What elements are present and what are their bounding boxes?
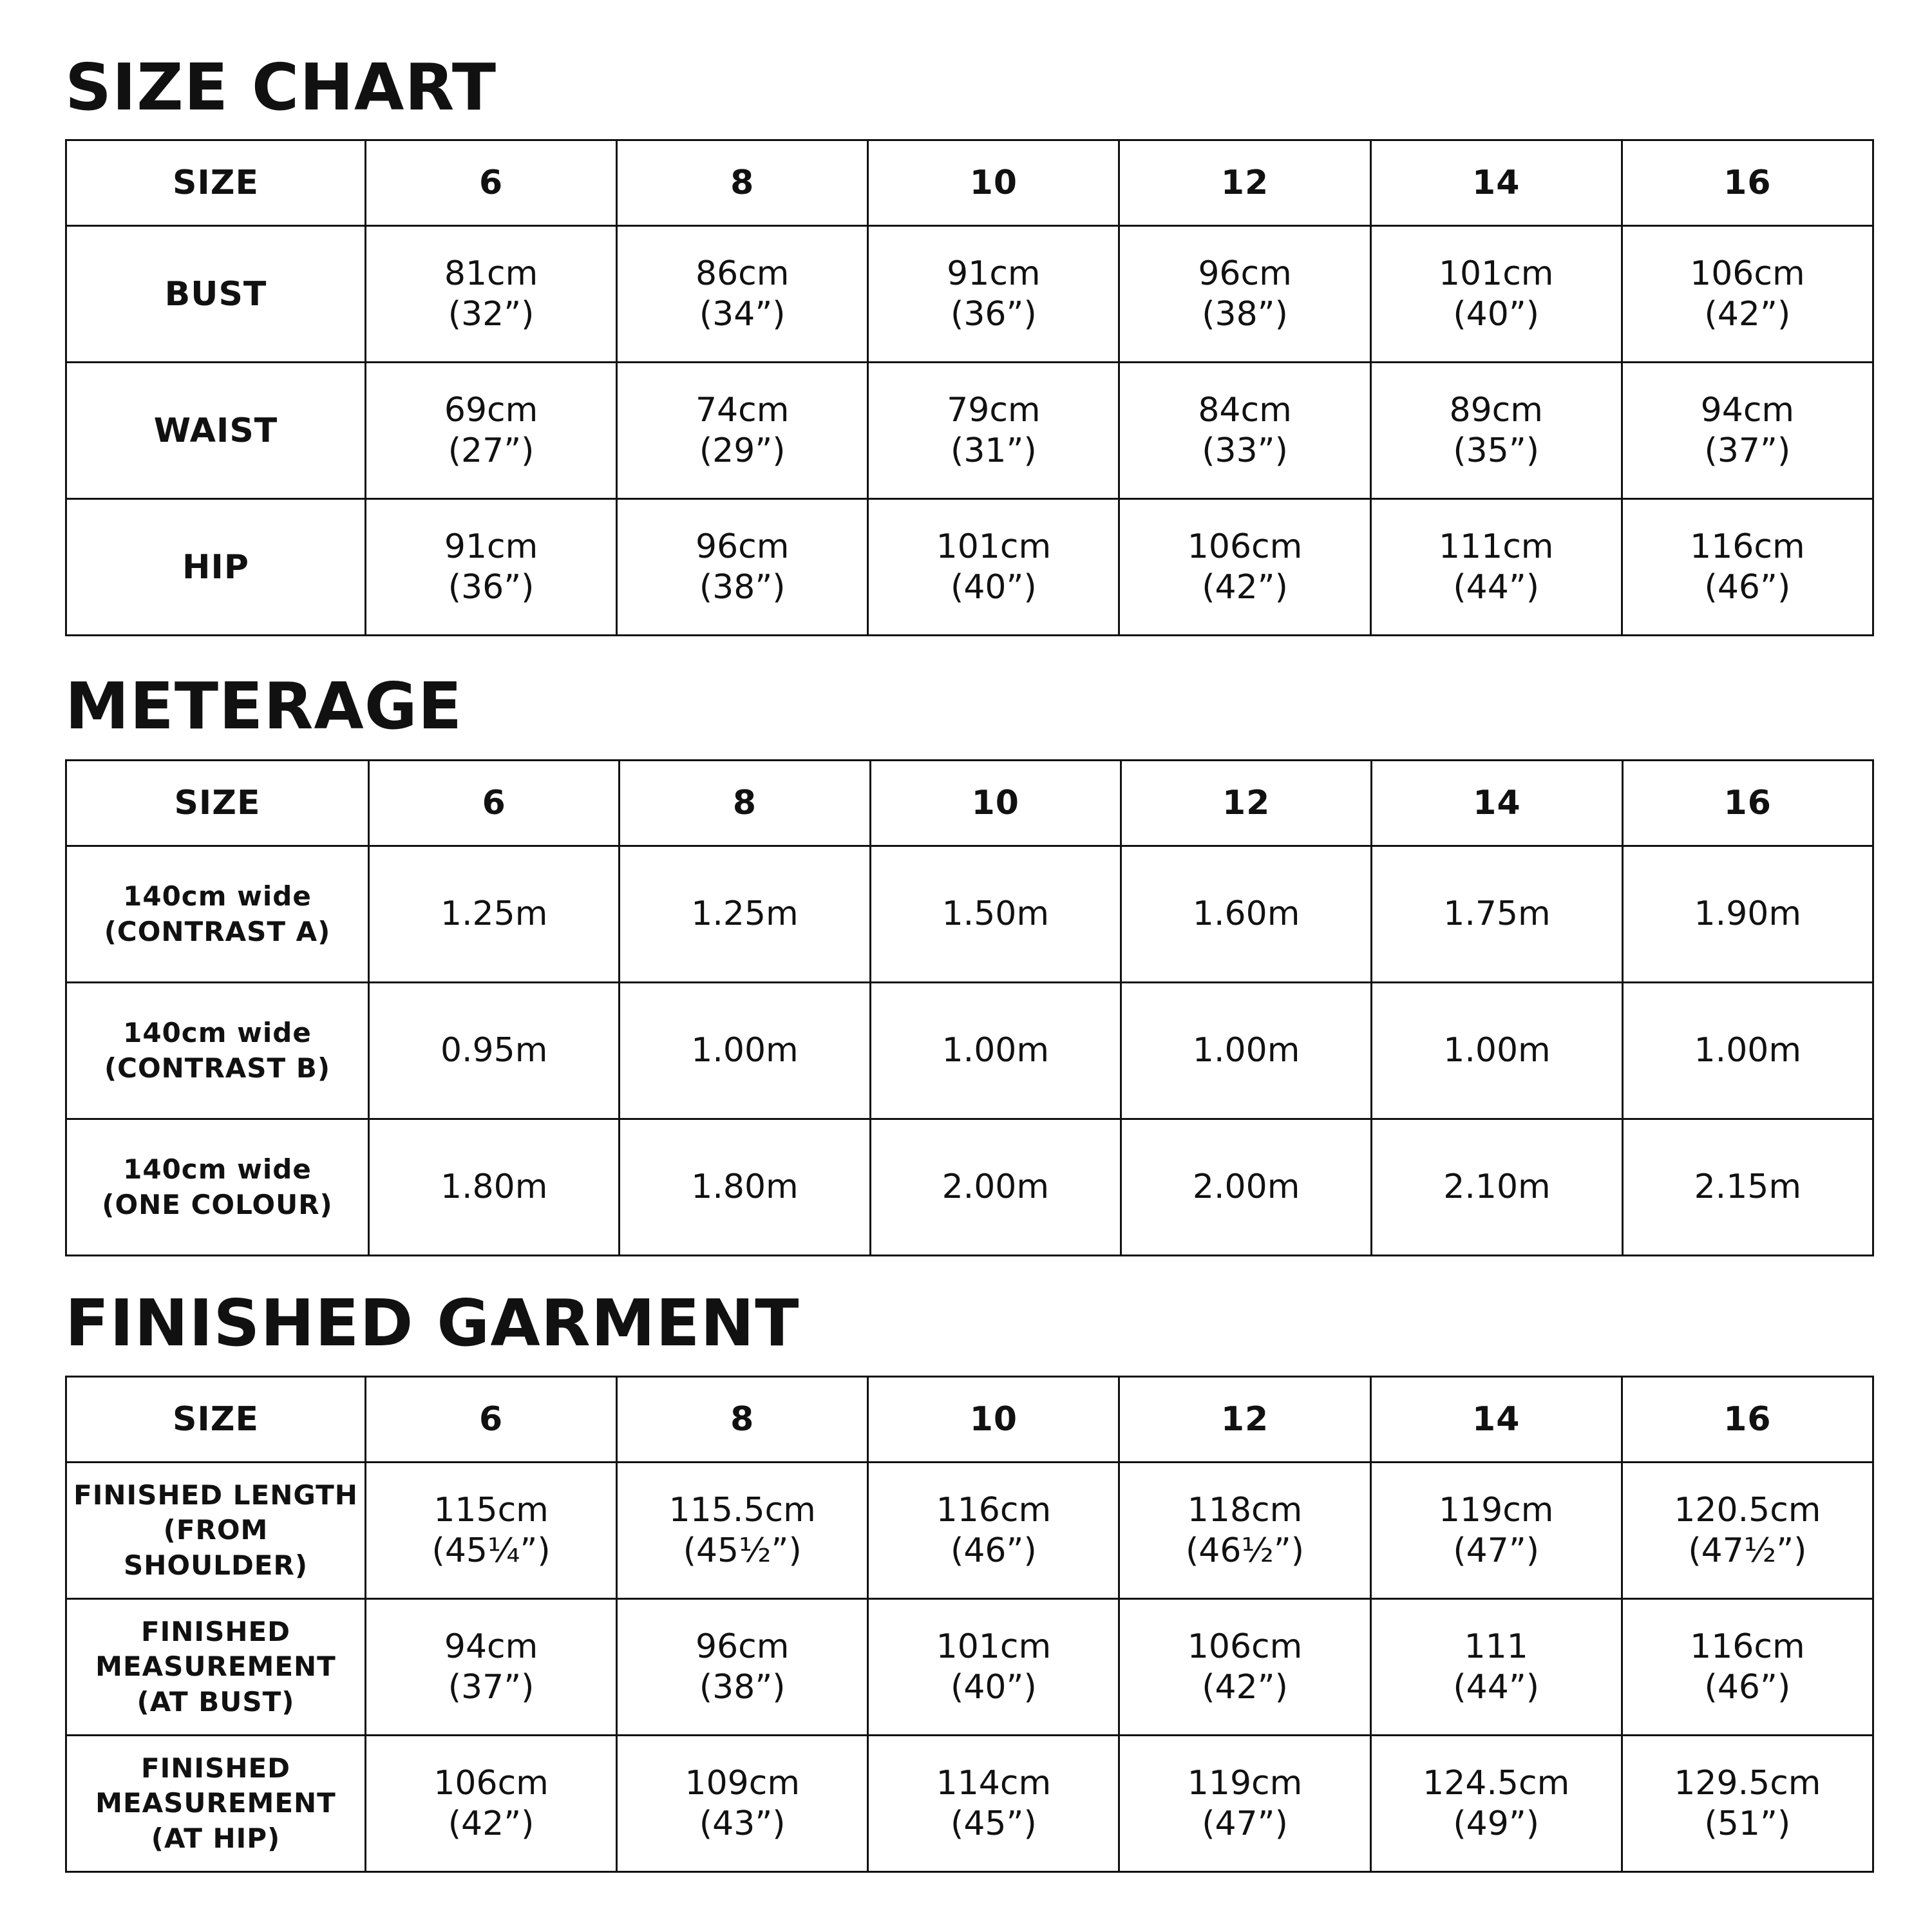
header-cell: 12 (1119, 140, 1370, 226)
table-cell: 69cm (27”) (366, 363, 617, 499)
row-label: 140cm wide (CONTRAST A) (66, 846, 369, 983)
header-cell: 10 (870, 761, 1121, 846)
table-cell: 119cm (47”) (1370, 1463, 1622, 1599)
table-cell: 1.25m (369, 846, 620, 983)
table-row (66, 499, 1873, 636)
table-cell: 81cm (32”) (366, 226, 617, 363)
table-cell: 116cm (46”) (1622, 499, 1873, 636)
size-chart-table (65, 139, 1874, 636)
table-cell: 106cm (42”) (1119, 499, 1370, 636)
header-cell: 14 (1370, 140, 1622, 226)
table-cell: 96cm (38”) (1119, 226, 1370, 363)
header-cell: SIZE (66, 140, 366, 226)
table-cell: 91cm (36”) (366, 499, 617, 636)
header-cell: 8 (617, 140, 868, 226)
table-cell: 116cm (46”) (1622, 1599, 1873, 1736)
row-label: WAIST (66, 363, 366, 499)
row-label: HIP (66, 499, 366, 636)
table-cell: 1.00m (620, 983, 870, 1119)
table-cell: 1.00m (870, 983, 1121, 1119)
table-cell: 94cm (37”) (1622, 363, 1873, 499)
table-cell: 116cm (46”) (868, 1463, 1119, 1599)
finished-garment-table (65, 1376, 1874, 1873)
header-cell: SIZE (66, 761, 369, 846)
row-label: FINISHED MEASUREMENT (AT BUST) (66, 1599, 366, 1736)
header-cell: 12 (1119, 1377, 1370, 1463)
size-chart-header-row (66, 140, 1873, 226)
table-cell: 1.25m (620, 846, 870, 983)
table-cell: 106cm (42”) (1119, 1599, 1370, 1736)
table-cell: 119cm (47”) (1119, 1736, 1370, 1872)
table-cell: 124.5cm (49”) (1370, 1736, 1622, 1872)
table-cell: 109cm (43”) (617, 1736, 868, 1872)
header-cell: 10 (868, 1377, 1119, 1463)
table-row (66, 1736, 1873, 1872)
table-cell: 79cm (31”) (868, 363, 1119, 499)
meterage-title: METERAGE (65, 668, 463, 744)
table-cell: 1.75m (1372, 846, 1622, 983)
header-cell: 6 (366, 1377, 617, 1463)
table-cell: 111 (44”) (1370, 1599, 1622, 1736)
table-cell: 129.5cm (51”) (1622, 1736, 1873, 1872)
table-cell: 96cm (38”) (617, 499, 868, 636)
table-row (66, 1119, 1873, 1256)
table-cell: 106cm (42”) (366, 1736, 617, 1872)
table-cell: 89cm (35”) (1370, 363, 1622, 499)
table-cell: 1.00m (1372, 983, 1622, 1119)
meterage-header-row (66, 761, 1873, 846)
finished-garment-header-row (66, 1377, 1873, 1463)
table-cell: 101cm (40”) (868, 499, 1119, 636)
table-cell: 1.80m (369, 1119, 620, 1256)
table-cell: 2.10m (1372, 1119, 1622, 1256)
table-row (66, 363, 1873, 499)
header-cell: 6 (369, 761, 620, 846)
table-cell: 1.00m (1622, 983, 1873, 1119)
meterage-table (65, 759, 1874, 1256)
table-cell: 106cm (42”) (1622, 226, 1873, 363)
header-cell: 16 (1622, 1377, 1873, 1463)
table-cell: 91cm (36”) (868, 226, 1119, 363)
row-label: 140cm wide (ONE COLOUR) (66, 1119, 369, 1256)
row-label: 140cm wide (CONTRAST B) (66, 983, 369, 1119)
header-cell: 8 (617, 1377, 868, 1463)
table-row (66, 226, 1873, 363)
header-cell: SIZE (66, 1377, 366, 1463)
table-cell: 101cm (40”) (868, 1599, 1119, 1736)
table-cell: 84cm (33”) (1119, 363, 1370, 499)
table-cell: 86cm (34”) (617, 226, 868, 363)
header-cell: 16 (1622, 761, 1873, 846)
table-cell: 96cm (38”) (617, 1599, 868, 1736)
row-label: FINISHED MEASUREMENT (AT HIP) (66, 1736, 366, 1872)
table-cell: 1.50m (870, 846, 1121, 983)
table-cell: 115.5cm (45½”) (617, 1463, 868, 1599)
table-cell: 2.15m (1622, 1119, 1873, 1256)
header-cell: 10 (868, 140, 1119, 226)
header-cell: 8 (620, 761, 870, 846)
row-label: BUST (66, 226, 366, 363)
table-cell: 2.00m (870, 1119, 1121, 1256)
table-cell: 0.95m (369, 983, 620, 1119)
table-cell: 114cm (45”) (868, 1736, 1119, 1872)
table-cell: 1.90m (1622, 846, 1873, 983)
table-row (66, 983, 1873, 1119)
table-row (66, 846, 1873, 983)
table-cell: 1.60m (1121, 846, 1371, 983)
table-cell: 101cm (40”) (1370, 226, 1622, 363)
table-cell: 74cm (29”) (617, 363, 868, 499)
table-cell: 94cm (37”) (366, 1599, 617, 1736)
row-label: FINISHED LENGTH (FROM SHOULDER) (66, 1463, 366, 1599)
table-cell: 118cm (46½”) (1119, 1463, 1370, 1599)
table-row (66, 1463, 1873, 1599)
header-cell: 16 (1622, 140, 1873, 226)
table-cell: 1.00m (1121, 983, 1371, 1119)
table-cell: 115cm (45¼”) (366, 1463, 617, 1599)
table-cell: 120.5cm (47½”) (1622, 1463, 1873, 1599)
size-chart-title: SIZE CHART (65, 50, 497, 125)
finished-garment-title: FINISHED GARMENT (65, 1285, 800, 1361)
header-cell: 12 (1121, 761, 1371, 846)
table-cell: 111cm (44”) (1370, 499, 1622, 636)
header-cell: 6 (366, 140, 617, 226)
table-cell: 1.80m (620, 1119, 870, 1256)
table-row (66, 1599, 1873, 1736)
header-cell: 14 (1372, 761, 1622, 846)
header-cell: 14 (1370, 1377, 1622, 1463)
table-cell: 2.00m (1121, 1119, 1371, 1256)
